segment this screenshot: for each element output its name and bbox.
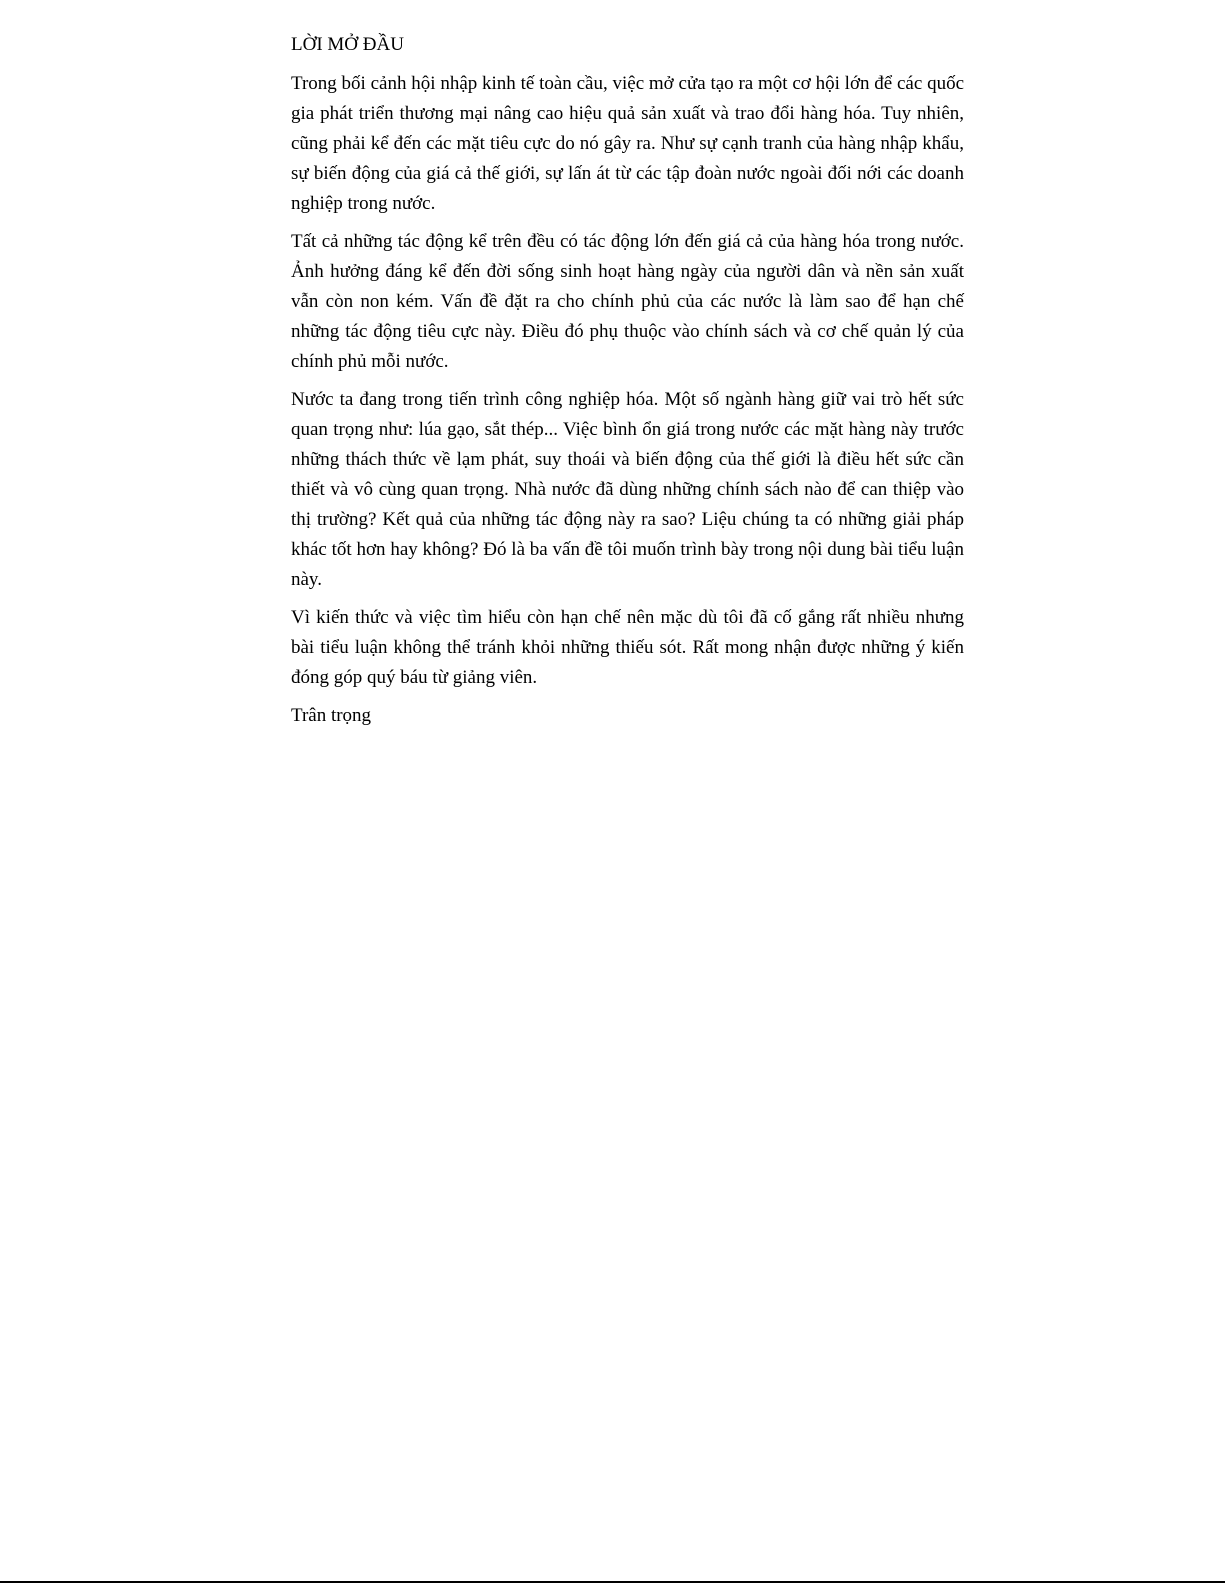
paragraph-acknowledgement: Vì kiến thức và việc tìm hiểu còn hạn chế nên mặc dù tôi đã cố gắng rất nhiều nhưng bài tiểu luận không thể tránh khỏi những thiếu sót. Rất mong nhận được những ý kiến đóng góp quý báu từ giảng viên. xyxy=(291,607,964,688)
paragraph-impact: Tất cả những tác động kể trên đều có tác động lớn đến giá cả của hàng hóa trong nước. Ảnh hưởng đáng kể đến đời sống sinh hoạt hàng ngày của người dân và nền sản xuất vẫn còn non kém. Vấn đề đặt ra cho chính phủ của các nước là làm sao để hạn chế những tác động tiêu cực này. Điều đó phụ thuộc vào chính sách và cơ chế quản lý của chính phủ mỗi nước. xyxy=(291,231,964,372)
closing-signoff: Trân trọng xyxy=(291,705,372,726)
document-page xyxy=(291,33,964,731)
paragraph-context: Trong bối cảnh hội nhập kinh tế toàn cầu, việc mở cửa tạo ra một cơ hội lớn để các quốc gia phát triển thương mại nâng cao hiệu quả sản xuất và trao đổi hàng hóa. Tuy nhiên, cũng phải kể đến các mặt tiêu cực do nó gây ra. Như sự cạnh tranh của hàng nhập khẩu, sự biến động của giá cả thế giới, sự lấn át từ các tập đoàn nước ngoài đối nới các doanh nghiệp trong nước. xyxy=(291,73,964,214)
page-title: LỜI MỞ ĐẦU xyxy=(291,34,404,55)
page-bottom-divider xyxy=(0,1581,1225,1583)
paragraph-purpose: Nước ta đang trong tiến trình công nghiệp hóa. Một số ngành hàng giữ vai trò hết sức quan trọng như: lúa gạo, sắt thép... Việc bình ổn giá trong nước các mặt hàng này trước những thách thức về lạm phát, suy thoái và biến động của thế giới là điều hết sức cần thiết và vô cùng quan trọng. Nhà nước đã dùng những chính sách nào để can thiệp vào thị trường? Kết quả của những tác động này ra sao? Liệu chúng ta có những giải pháp khác tốt hơn hay không? Đó là ba vấn đề tôi muốn trình bày trong nội dung bài tiểu luận này. xyxy=(291,389,964,590)
